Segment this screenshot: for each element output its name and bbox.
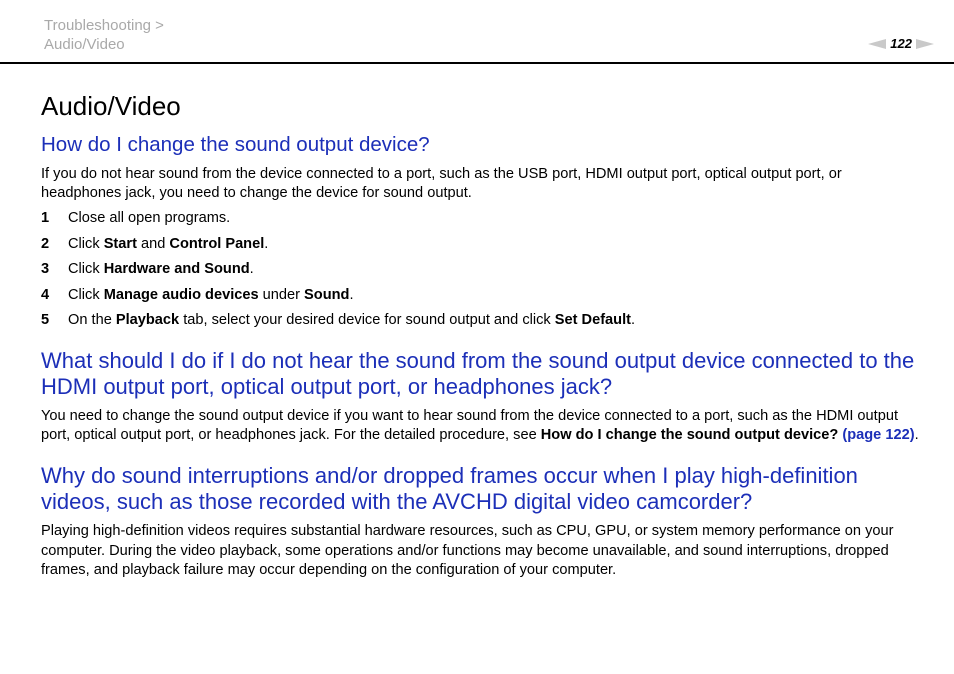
step-number: 5 [41,311,50,328]
section-body-hdmi: You need to change the sound output device if you want to hear sound from the device connected to a port, such as the HDMI output port, optical output port, or headphones jack. For the detailed procedure, see How do I change the sound output device? (page 122). [41,407,919,444]
ui-term-playback: Playback [115,311,180,328]
step-item [41,209,921,228]
step-text: On the Playback tab, select your desired device for sound output and click Set Default. [68,311,636,328]
cross-reference-title: How do I change the sound output device? [540,427,839,444]
step-number: 4 [41,286,50,303]
page-reference-link[interactable]: (page 122) [842,427,915,444]
ui-term-set-default: Set Default [554,311,632,328]
page-navigator [868,36,934,51]
previous-page-arrow-icon[interactable] [868,39,886,49]
step-item [41,286,921,305]
step-number: 3 [41,261,50,278]
section-body-dropped-frames: Playing high-definition videos requires substantial hardware resources, such as CPU, GPU, or system memory performance on your computer. During the video playback, some operations and/or functions may become unavailable, and sound interruptions, dropped frames, and playback failure may occur depending on the configuration of your computer. [41,523,894,578]
step-number: 2 [41,235,50,252]
step-item [41,311,921,330]
step-text: Close all open programs. [68,210,231,227]
main-content [41,90,921,580]
ui-term-start: Start [103,235,137,252]
ui-term-sound: Sound [304,286,350,303]
ui-term-hardware-sound: Hardware and Sound [103,261,250,278]
header-divider [0,62,954,64]
breadcrumb-parent[interactable]: Troubleshooting > [44,17,164,34]
ui-term-manage-audio: Manage audio devices [103,286,259,303]
steps-list [41,209,921,330]
section-heading-hdmi-no-sound: What should I do if I do not hear the sound from the sound output device connected to the HDMI output port, optical output port, or headphones jack? [41,347,915,399]
section-heading-dropped-frames: Why do sound interruptions and/or dropped frames occur when I play high-definition videos, such as those recorded with the AVCHD digital video camcorder? [41,463,858,515]
next-page-arrow-icon[interactable] [916,39,934,49]
step-text: Click Manage audio devices under Sound. [68,286,354,303]
step-text: Click Start and Control Panel. [68,235,269,252]
step-item [41,235,921,254]
step-number: 1 [41,210,50,227]
step-text: Click Hardware and Sound. [68,261,254,278]
breadcrumb [44,16,164,54]
ui-term-control-panel: Control Panel [169,235,265,252]
step-item [41,260,921,279]
page-number: 122 [890,36,912,51]
page-title: Audio/Video [41,91,181,121]
breadcrumb-current: Audio/Video [44,36,125,53]
section-heading-change-output: How do I change the sound output device? [41,133,430,156]
section-intro: If you do not hear sound from the device connected to a port, such as the USB port, HDMI output port, optical output port, or headphones jack, you need to change the device for sound output. [41,166,842,202]
